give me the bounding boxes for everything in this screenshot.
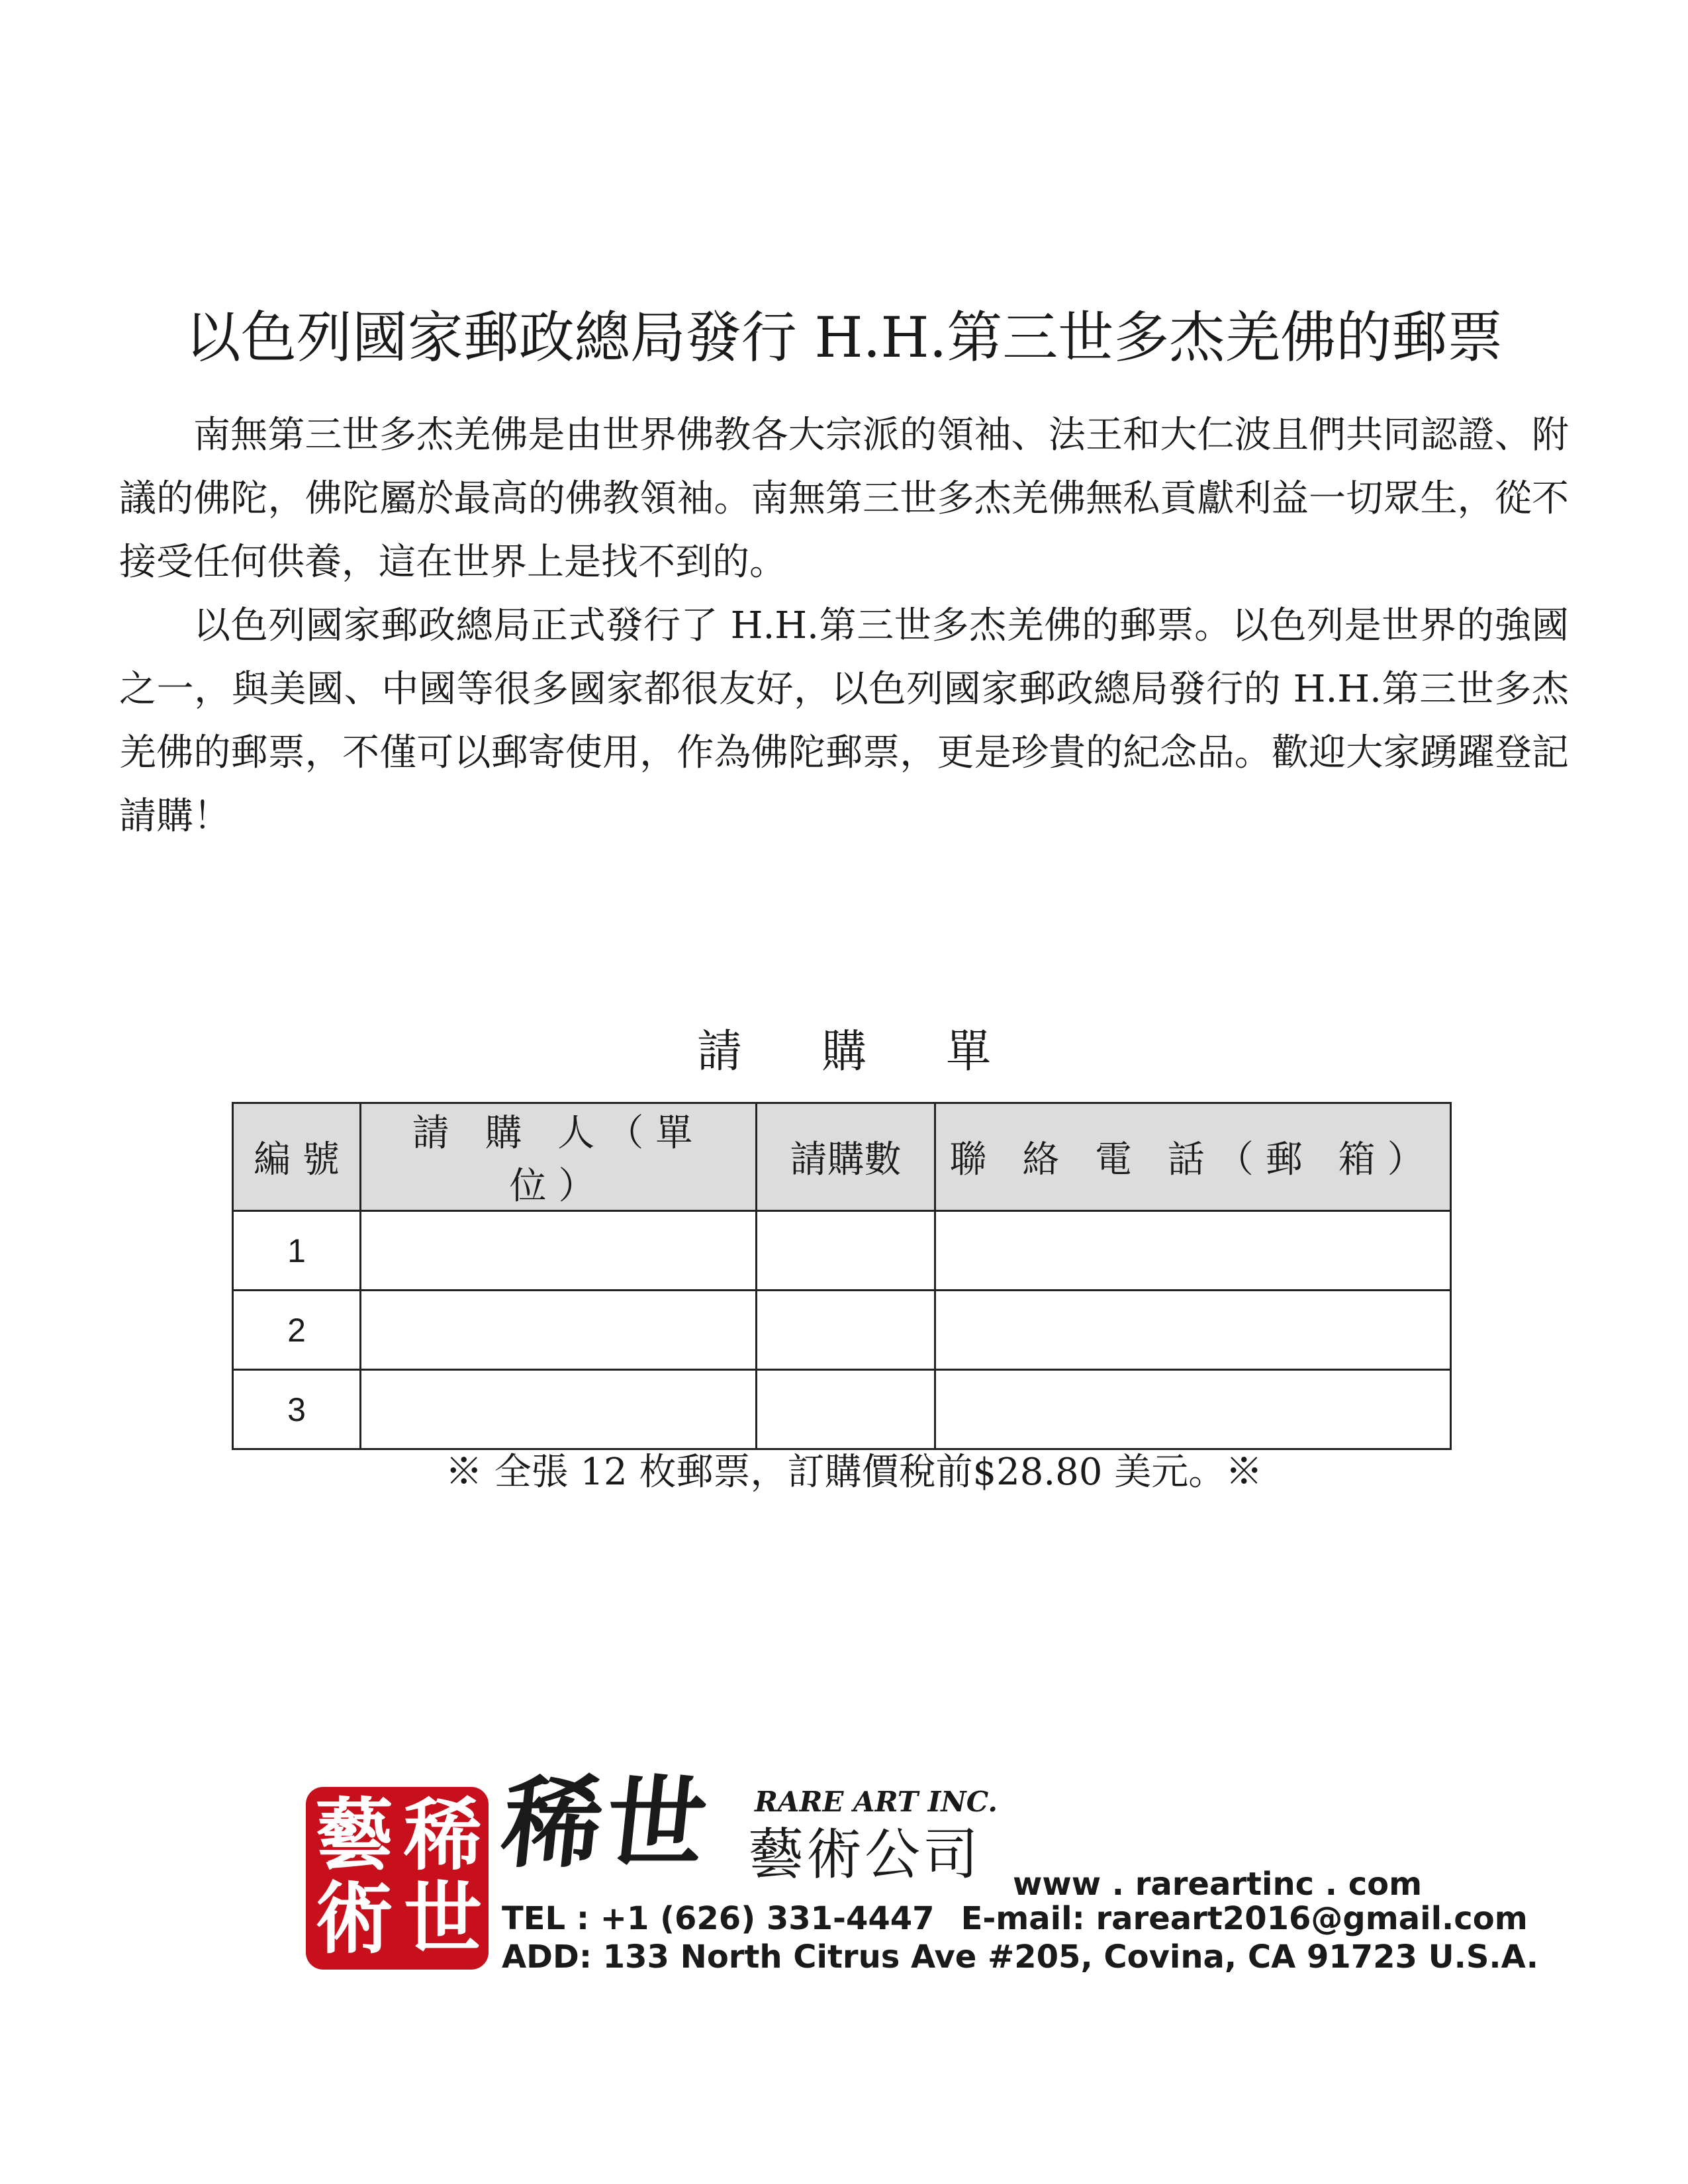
quantity-cell[interactable]: [757, 1211, 935, 1291]
quantity-cell[interactable]: [757, 1291, 935, 1370]
paragraph-2: 以色列國家郵政總局正式發行了 H.H.第三世多杰羌佛的郵票。以色列是世界的強國之一，與美國、中國等很多國家都很友好，以色列國家郵政總局發行的 H.H.第三世多杰羌佛的郵票，不僅可以郵寄使用，作為佛陀郵票，更是珍貴的紀念品。歡迎大家踴躍登記請購！: [119, 604, 1569, 838]
table-row: [233, 1370, 1451, 1449]
address: ADD: 133 North Citrus Ave #205, Covina, CA 91723 U.S.A.: [502, 1938, 1538, 1976]
header-quantity: 請購數: [757, 1103, 935, 1211]
company-logo-english: RARE ART INC.: [755, 1786, 998, 1818]
purchaser-cell[interactable]: [361, 1211, 757, 1291]
header-number: 編 號: [233, 1103, 361, 1211]
header-purchaser: 請 購 人（單 位）: [361, 1103, 757, 1211]
purchaser-cell[interactable]: [361, 1370, 757, 1449]
order-form-table: [232, 1102, 1452, 1450]
telephone: TEL : +1 (626) 331-4447: [502, 1900, 935, 1937]
contact-info: [502, 1899, 1538, 1976]
company-seal-icon: [306, 1787, 489, 1970]
company-logo-chinese: 稀世: [496, 1765, 716, 1882]
contact-cell[interactable]: [935, 1291, 1451, 1370]
seal-char: 世: [404, 1872, 483, 1964]
order-form-title: 請購單: [696, 1026, 1070, 1078]
price-note: ※ 全張 12 枚郵票，訂購價稅前$28.80 美元。※: [445, 1451, 1263, 1494]
table-header-row: [233, 1103, 1451, 1211]
paragraph-1: 南無第三世多杰羌佛是由世界佛教各大宗派的領袖、法王和大仁波且們共同認證、附議的佛陀，佛陀屬於最高的佛教領袖。南無第三世多杰羌佛無私貢獻利益一切眾生，從不接受任何供養，這在世界上是找不到的。: [119, 414, 1569, 584]
seal-char: 稀: [404, 1789, 483, 1881]
table-row: [233, 1291, 1451, 1370]
seal-char: 藝: [315, 1789, 394, 1881]
header-contact: 聯 絡 電 話（郵 箱）: [935, 1103, 1451, 1211]
contact-line-1: [502, 1899, 1538, 1938]
purchaser-cell[interactable]: [361, 1291, 757, 1370]
company-logo-subtitle: 藝術公司: [748, 1822, 982, 1887]
row-number: 2: [233, 1291, 361, 1370]
seal-char: 術: [315, 1872, 394, 1964]
company-website[interactable]: www . rareartinc . com: [1013, 1866, 1423, 1903]
contact-cell[interactable]: [935, 1211, 1451, 1291]
page-title: 以色列國家郵政總局發行 H.H.第三世多杰羌佛的郵票: [185, 305, 1503, 370]
email[interactable]: E-mail: rareart2016@gmail.com: [961, 1900, 1528, 1937]
table-row: [233, 1211, 1451, 1291]
quantity-cell[interactable]: [757, 1370, 935, 1449]
row-number: 1: [233, 1211, 361, 1291]
contact-cell[interactable]: [935, 1370, 1451, 1449]
intro-text: [119, 404, 1569, 848]
row-number: 3: [233, 1370, 361, 1449]
